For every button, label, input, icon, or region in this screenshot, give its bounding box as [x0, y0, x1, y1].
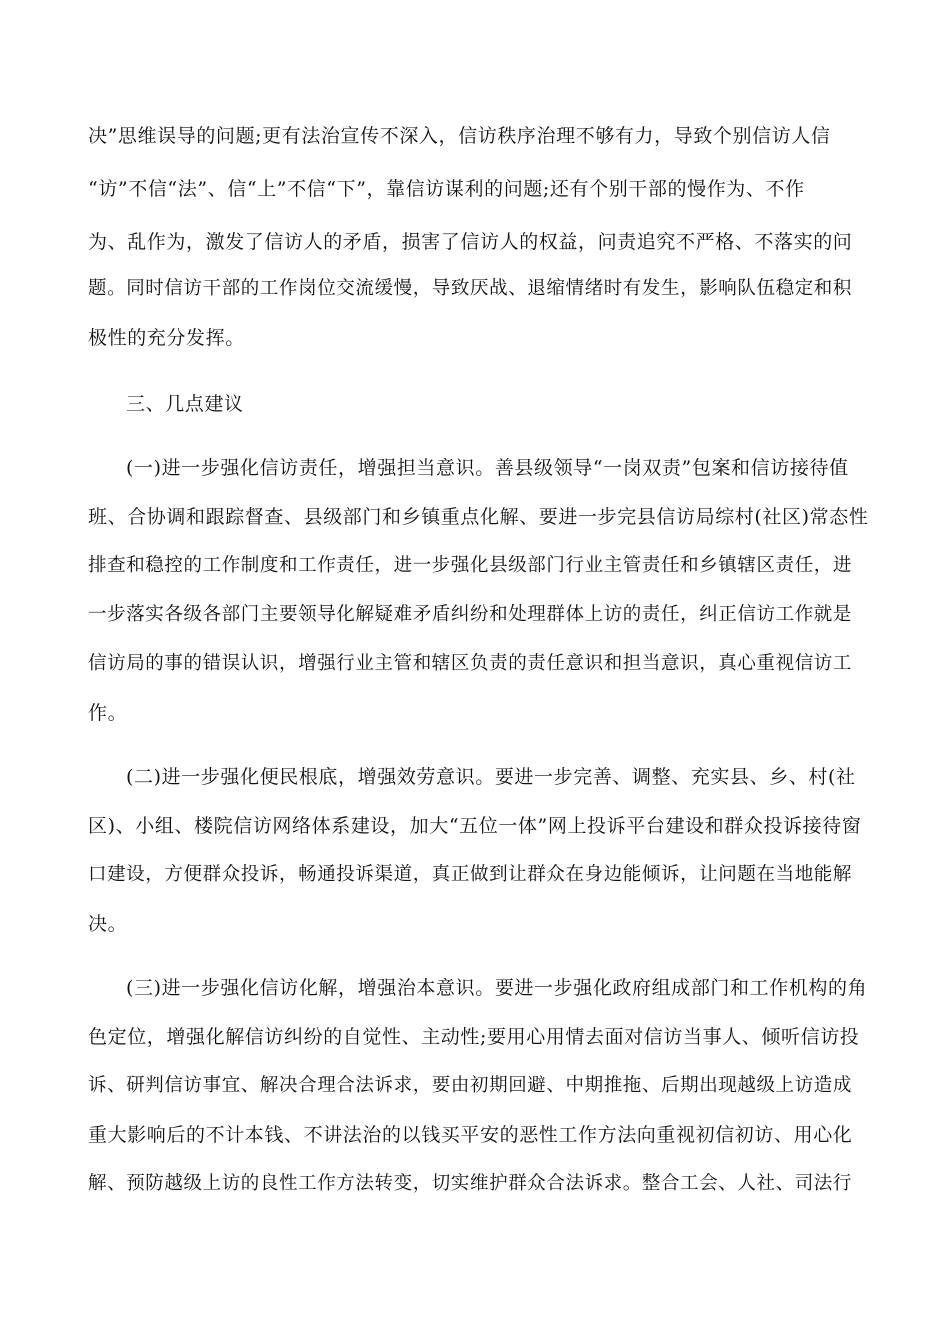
section-heading: 三、几点建议 — [126, 393, 244, 415]
paragraph-line: 作。 — [88, 702, 128, 724]
paragraph-line: 色定位，增强化解信访纠纷的自觉性、主动性;要用心用情去面对信访当事人、倾听信访投 — [88, 1026, 860, 1048]
paragraph-line: 决”思维误导的问题;更有法治宣传不深入，信访秩序治理不够有力，导致个别信访人信 — [88, 125, 831, 147]
paragraph-line: 诉、研判信访事宜、解决合理合法诉求，要由初期回避、中期推拖、后期出现越级上访造成 — [88, 1075, 853, 1096]
paragraph-line: 班、合协调和跟踪督查、县级部门和乡镇重点化解、要进一步完县信访局综村(社区)常态性 — [88, 506, 869, 528]
paragraph-line: 决。 — [88, 913, 128, 935]
paragraph-line: 排查和稳控的工作制度和工作责任，进一步强化县级部门行业主管责任和乡镇辖区责任，进 — [88, 555, 853, 576]
paragraph-line: (二)进一步强化便民根底，增强效劳意识。要进一步完善、调整、充实县、乡、村(社 — [126, 766, 856, 788]
paragraph-line: 极性的充分发挥。 — [88, 327, 245, 349]
paragraph-line: 题。同时信访干部的工作岗位交流缓慢，导致厌战、退缩情绪时有发生，影响队伍稳定和积 — [88, 278, 853, 299]
paragraph-line: 解、预防越级上访的良性工作方法转变，切实维护群众合法诉求。整合工会、人社、司法行 — [88, 1173, 853, 1194]
paragraph-line: “访”不信“法”、信“上”不信“下”，靠信访谋利的问题;还有个别干部的慢作为、不作 — [88, 178, 805, 200]
paragraph-line: 口建设，方便群众投诉，畅通投诉渠道，真正做到让群众在身边能倾诉，让问题在当地能解 — [88, 864, 853, 885]
paragraph-line: 信访局的事的错误认识，增强行业主管和辖区负责的责任意识和担当意识，真心重视信访工 — [88, 653, 853, 674]
paragraph-line: 一步落实各级各部门主要领导化解疑难矛盾纠纷和处理群体上访的责任，纠正信访工作就是 — [88, 604, 853, 625]
paragraph-line: 为、乱作为，激发了信访人的矛盾，损害了信访人的权益，问责追究不严格、不落实的问 — [88, 231, 853, 253]
paragraph-line: (三)进一步强化信访化解，增强治本意识。要进一步强化政府组成部门和工作机构的角 — [126, 977, 868, 999]
paragraph-line: 重大影响后的不计本钱、不讲法治的以钱买平安的恶性工作方法向重视初信初访、用心化 — [88, 1124, 853, 1146]
paragraph-line: 区)、小组、楼院信访网络体系建设，加大“五位一体”网上投诉平台建设和群众投诉接待窗 — [88, 815, 862, 837]
paragraph-line: (一)进一步强化信访责任，增强担当意识。善县级领导“一岗双责”包案和信访接待值 — [126, 457, 849, 479]
